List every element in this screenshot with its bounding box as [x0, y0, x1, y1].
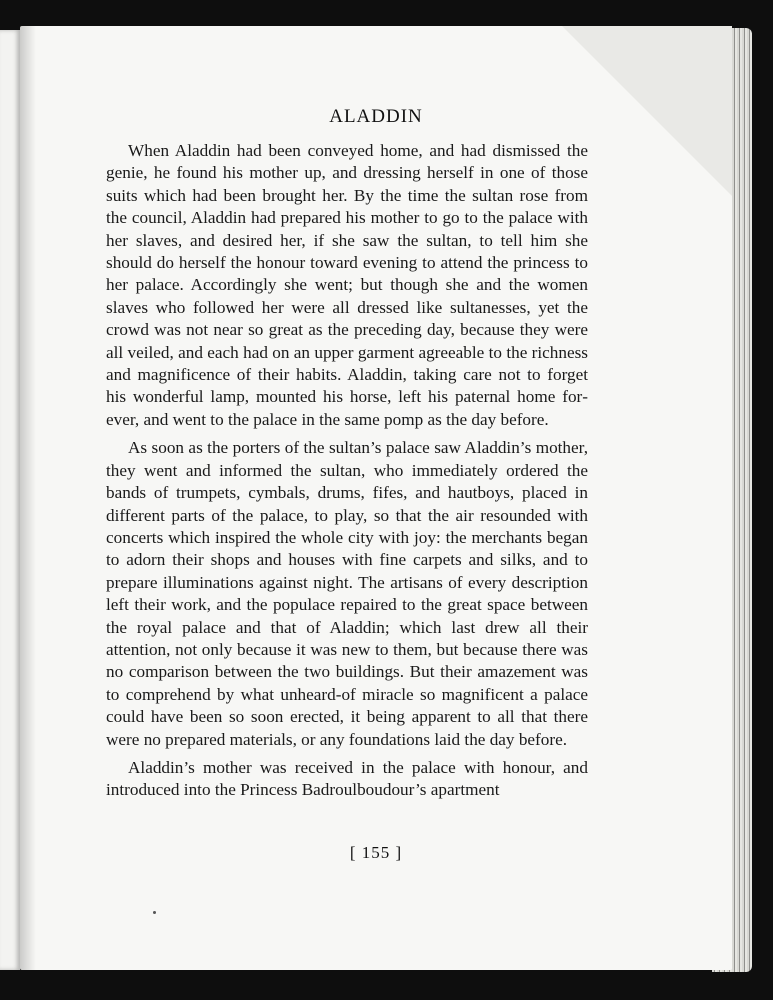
- body-text: [106, 140, 588, 808]
- book-page: [20, 26, 732, 970]
- gutter-shadow: [20, 26, 36, 970]
- page-number: [ 155 ]: [349, 843, 403, 862]
- paragraph: When Aladdin had been conveyed home, and had dismissed the genie, he found his mother up, and dressing herself in one of those suits which had been brought her. By the time the sultan rose from the council, Aladdin had prepared his mother to go to the palace with her slaves, and desired her, if she saw the sultan, to tell him she should do herself the honour toward evening to attend the princess to her palace. Accordingly she went; but though she and the women slaves who followed her were all dressed like sultanesses, yet the crowd was not near so great as the preceding day, because they were all veiled, and each had on an upper garment agreeable to the richness and magnificence of their habits. Aladdin, taking care not to forget his wonderful lamp, mounted his horse, left his paternal home forever, and went to the palace in the same pomp as the day before.: [106, 141, 588, 429]
- facing-page-edge: [0, 30, 20, 970]
- paper-speck: [153, 911, 156, 914]
- running-head: ALADDIN: [329, 106, 423, 127]
- paragraph: As soon as the porters of the sultan’s palace saw Aladdin’s mother, they went and informed the sultan, who immediately ordered the bands of trumpets, cymbals, drums, fifes, and hautboys, placed in different parts of the palace, to play, so that the air resounded with concerts which inspired the whole city with joy: the merchants began to adorn their shops and houses with fine carpets and silks, and to prepare illuminations against night. The artisans of every description left their work, and the populace repaired to the great space between the royal palace and that of Aladdin; which last drew all their attention, not only because it was new to them, but because there was no comparison between the two buildings. But their amazement was to comprehend by what unheard-of miracle so magnificent a palace could have been so soon erected, it being apparent to all that there were no prepared materials, or any foundations laid the day before.: [106, 438, 588, 749]
- paragraph: Aladdin’s mother was received in the palace with honour, and introduced into the Princess Badroulboudour’s apartment: [106, 757, 588, 800]
